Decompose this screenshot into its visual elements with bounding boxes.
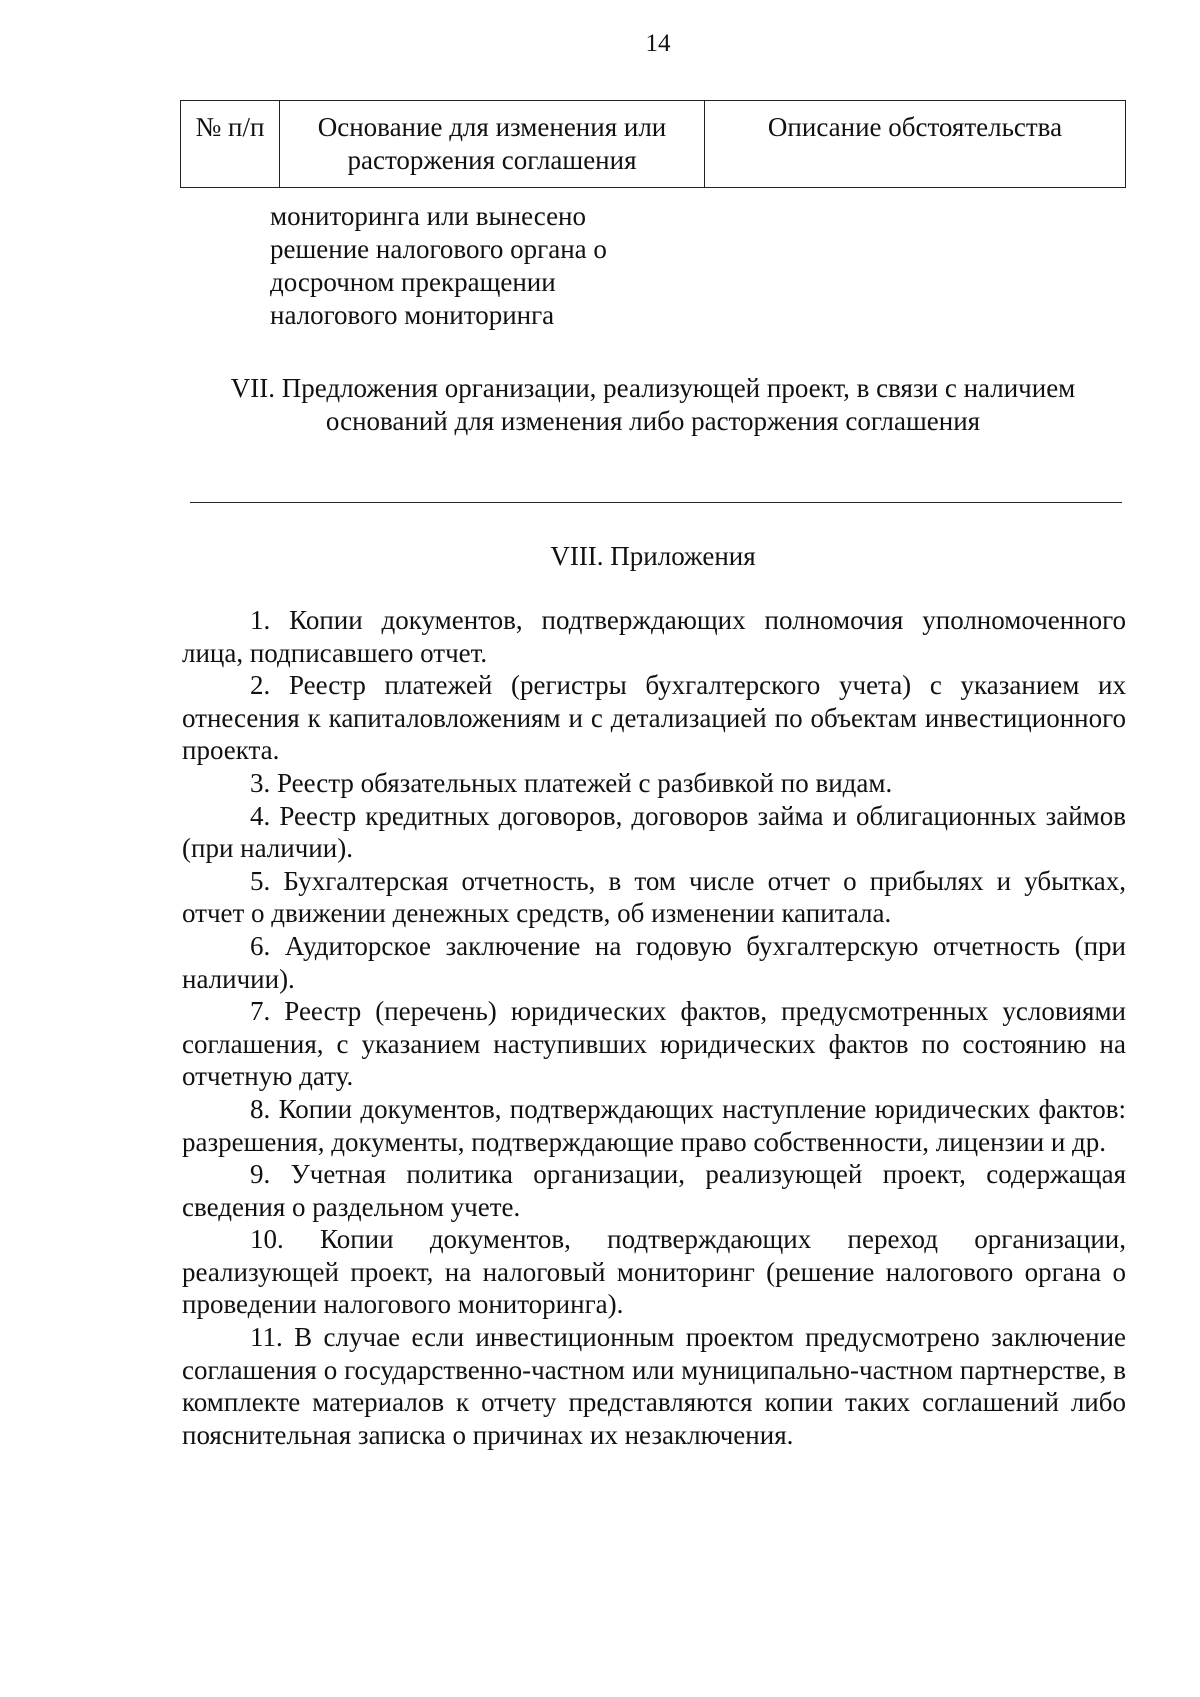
section-7-heading: VII. Предложения организации, реализующей проект, в связи с наличием оснований для изменения либо расторжения соглашения (230, 373, 1076, 436)
appendix-item: 7. Реестр (перечень) юридических фактов, предусмотренных условиями соглашения, с указанием наступивших юридических фактов по состоянию на отчетную дату. (182, 996, 1126, 1092)
header-cell-number: № п/п (181, 101, 280, 188)
appendix-item: 10. Копии документов, подтверждающих переход организации, реализующей проект, на налоговый мониторинг (решение налогового органа о проведении налогового мониторинга). (182, 1224, 1126, 1320)
header-cell-description: Описание обстоятельства (705, 101, 1126, 188)
appendix-item: 1. Копии документов, подтверждающих полномочия уполномоченного лица, подписавшего отчет. (182, 605, 1126, 668)
continuation-line: решение налогового органа о (270, 234, 607, 264)
appendix-list (182, 604, 1126, 1451)
table-header (180, 100, 1126, 188)
appendix-item: 5. Бухгалтерская отчетность, в том числе отчет о прибылях и убытках, отчет о движении денежных средств, об изменении капитала. (182, 865, 1126, 929)
appendix-item: 4. Реестр кредитных договоров, договоров займа и облигационных займов (при наличии). (182, 800, 1126, 864)
header-cell-basis: Основание для изменения или расторжения соглашения (280, 101, 705, 188)
table-header-row (181, 101, 1126, 188)
section-8-heading: VIII. Приложения (550, 541, 756, 571)
appendix-item: 6. Аудиторское заключение на годовую бухгалтерскую отчетность (при наличии). (182, 930, 1126, 994)
page-number: 14 (645, 30, 671, 57)
continuation-line: налогового мониторинга (270, 300, 555, 330)
continuation-line: мониторинга или вынесено (270, 201, 586, 231)
appendix-item: 2. Реестр платежей (регистры бухгалтерского учета) с указанием их отнесения к капиталовложениям и с детализацией по объектам инвестиционного проекта. (182, 670, 1126, 766)
appendix-item: 9. Учетная политика организации, реализующей проект, содержащая сведения о раздельном учете. (182, 1159, 1126, 1222)
appendix-item: 11. В случае если инвестиционным проектом предусмотрено заключение соглашения о государственно-частном или муниципально-частном партнерстве, в комплекте материалов к отчету представляются копии таких соглашений либо пояснительная записка о причинах их незаключения. (182, 1322, 1126, 1450)
appendix-item: 8. Копии документов, подтверждающих наступление юридических фактов: разрешения, документы, подтверждающие право собственности, лицензии и др. (182, 1093, 1126, 1157)
table-continuation-text (270, 200, 690, 332)
appendix-item: 3. Реестр обязательных платежей с разбивкой по видам. (250, 767, 893, 798)
blank-fill-line (190, 502, 1122, 503)
continuation-line: досрочном прекращении (270, 267, 556, 297)
